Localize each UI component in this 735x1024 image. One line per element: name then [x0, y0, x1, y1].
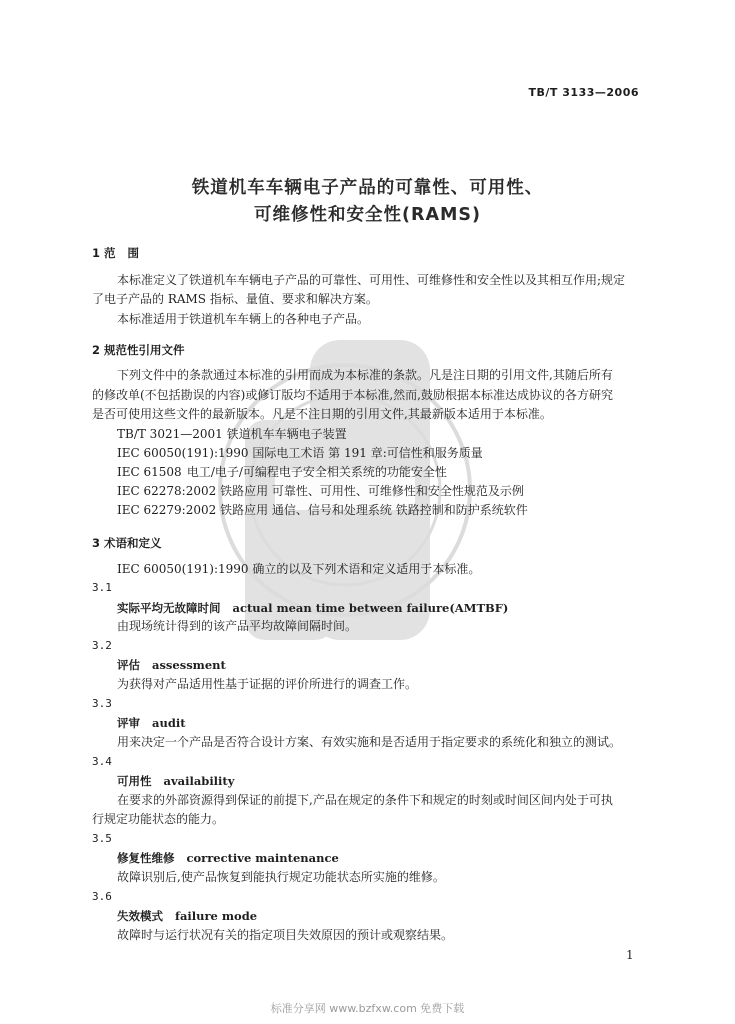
term-number: 3.3	[92, 697, 112, 710]
term-number: 3.4	[92, 755, 112, 768]
term-en: failure mode	[175, 909, 258, 923]
term-zh: 可用性	[117, 774, 152, 788]
reference-title: 铁路应用 可靠性、可用性、可维修性和安全性规范及示例	[220, 484, 524, 498]
term-heading	[117, 850, 339, 866]
term-heading	[117, 657, 226, 673]
term-en: actual mean time between failure(AMTBF)	[232, 601, 509, 615]
reference-item	[117, 425, 347, 443]
term-definition: 由现场统计得到的该产品平均故障间隔时间。	[117, 619, 358, 633]
section1-para1-line1: 本标准定义了铁道机车车辆电子产品的可靠性、可用性、可维修性和安全性以及其相互作用;规定	[117, 273, 626, 287]
term-definition-cont: 行规定功能状态的能力。	[92, 812, 225, 826]
term-number: 3.2	[92, 639, 112, 652]
section2-para-line1: 下列文件中的条款通过本标准的引用而成为本标准的条款。凡是注日期的引用文件,其随后所有	[117, 368, 613, 382]
term-definition: 为获得对产品适用性基于证据的评价所进行的调查工作。	[117, 677, 418, 691]
reference-title: 国际电工术语 第 191 章:可信性和服务质量	[252, 446, 483, 460]
document-title-line1: 铁道机车车辆电子产品的可靠性、可用性、	[191, 178, 544, 198]
reference-item	[117, 463, 447, 481]
term-zh: 评估	[117, 658, 140, 672]
reference-item	[117, 444, 483, 462]
term-zh: 评审	[117, 716, 140, 730]
term-heading	[117, 773, 234, 789]
reference-title: 电工/电子/可编程电子安全相关系统的功能安全性	[186, 465, 447, 479]
term-en: corrective maintenance	[186, 851, 339, 865]
term-zh: 失效模式	[117, 909, 163, 923]
standard-code: TB/T 3133—2006	[528, 86, 639, 99]
term-en: availability	[163, 774, 235, 788]
page-number: 1	[626, 948, 634, 962]
section3-heading: 3 术语和定义	[92, 536, 162, 550]
term-en: assessment	[152, 658, 226, 672]
reference-title: 铁路应用 通信、信号和处理系统 铁路控制和防护系统软件	[220, 503, 528, 517]
term-number: 3.5	[92, 832, 112, 845]
document-title-line2: 可维修性和安全性(RAMS)	[253, 205, 482, 225]
term-definition: 用来决定一个产品是否符合设计方案、有效实施和是否适用于指定要求的系统化和独立的测试。	[117, 735, 622, 749]
reference-code: IEC 62279:2002	[117, 503, 217, 517]
term-definition: 在要求的外部资源得到保证的前提下,产品在规定的条件下和规定的时刻或时间区间内处于可执	[117, 793, 613, 807]
reference-code: IEC 62278:2002	[117, 484, 217, 498]
reference-item	[117, 501, 528, 519]
term-zh: 实际平均无故障时间	[117, 601, 221, 615]
term-heading	[117, 908, 257, 924]
term-number: 3.1	[92, 581, 112, 594]
section2-heading: 2 规范性引用文件	[92, 343, 185, 357]
reference-title: 铁道机车车辆电子装置	[226, 427, 347, 441]
term-definition: 故障识别后,使产品恢复到能执行规定功能状态所实施的维修。	[117, 870, 445, 884]
term-definition: 故障时与运行状况有关的指定项目失效原因的预计或观察结果。	[117, 928, 454, 942]
term-heading	[117, 715, 186, 731]
section2-para-line3: 是否可使用这些文件的最新版本。凡是不注日期的引用文件,其最新版本适用于本标准。	[92, 407, 552, 421]
section1-heading: 1 范 围	[92, 246, 140, 260]
reference-code: TB/T 3021—2001	[117, 427, 223, 441]
term-heading	[117, 600, 508, 616]
reference-code: IEC 61508	[117, 465, 182, 479]
reference-item	[117, 482, 524, 500]
term-en: audit	[152, 716, 186, 730]
section1-para2: 本标准适用于铁道机车车辆上的各种电子产品。	[117, 312, 370, 326]
section2-para-line2: 的修改单(不包括勘误的内容)或修订版均不适用于本标准,然而,鼓励根据本标准达成协议的各方研究	[92, 388, 613, 402]
term-zh: 修复性维修	[117, 851, 175, 865]
section1-para1-line2: 了电子产品的 RAMS 指标、量值、要求和解决方案。	[92, 292, 378, 306]
reference-code: IEC 60050(191):1990	[117, 446, 249, 460]
section3-intro: IEC 60050(191):1990 确立的以及下列术语和定义适用于本标准。	[117, 562, 481, 576]
term-number: 3.6	[92, 890, 112, 903]
footer-source: 标准分享网 www.bzfxw.com 免费下载	[270, 1002, 465, 1015]
